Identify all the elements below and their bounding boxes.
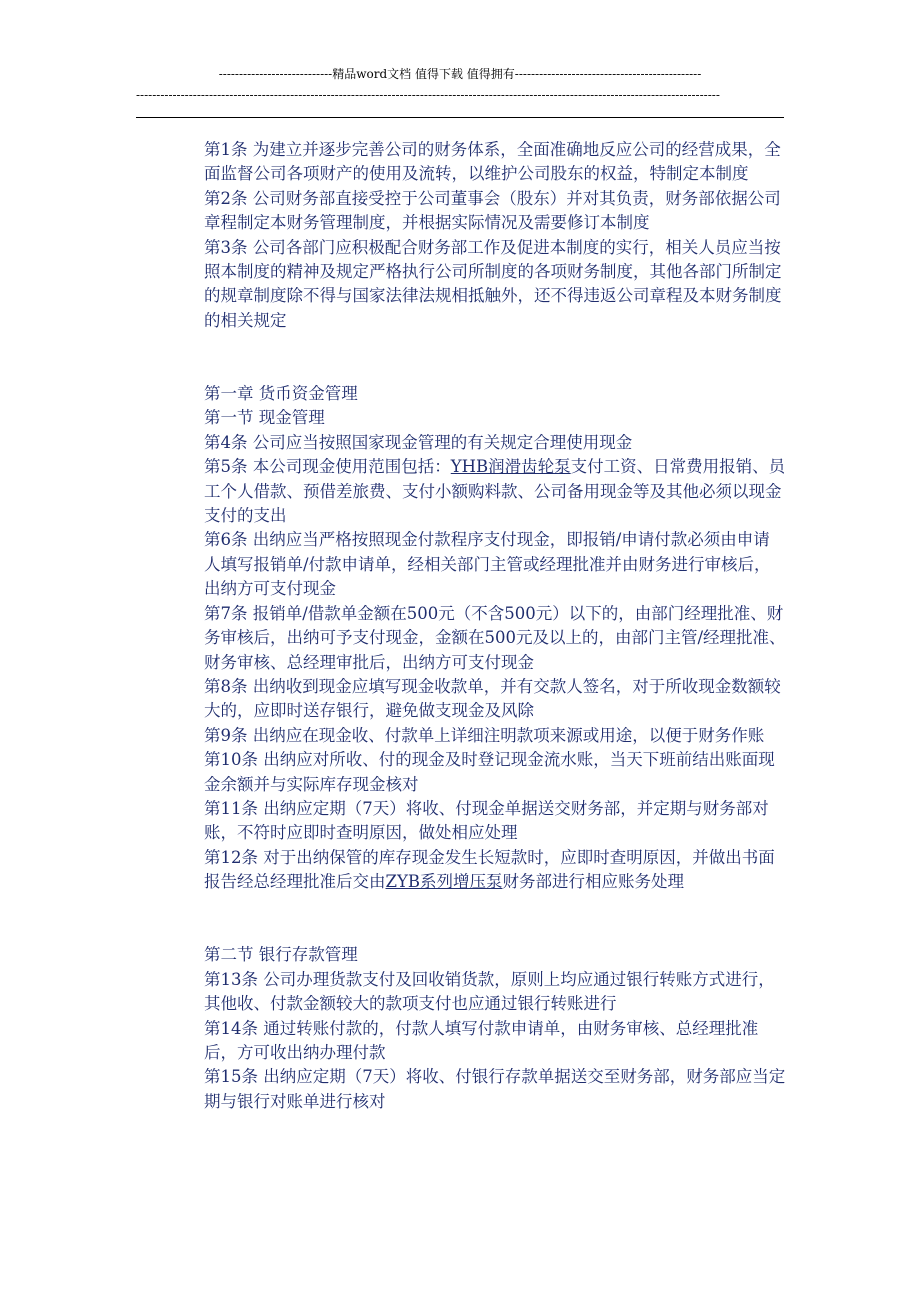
article-number: 第15条 (204, 1067, 258, 1087)
product-link[interactable]: YHB润滑齿轮泵 (450, 457, 571, 477)
document-body (204, 138, 786, 1114)
spacer (204, 895, 786, 944)
article-text: 本公司现金使用范围包括： (252, 457, 451, 477)
article-3 (204, 236, 786, 334)
header-dash-line: ------------------------------------------------------------------------------------------------------------------------------------------------ (136, 88, 720, 102)
article-number: 第3条 (204, 237, 248, 257)
article-number: 第7条 (204, 603, 248, 623)
product-link[interactable]: ZYB系列增压泵 (385, 872, 503, 892)
article-number: 第14条 (204, 1018, 258, 1038)
section-title: 第二节 银行存款管理 (204, 945, 358, 965)
article-15 (204, 1065, 786, 1114)
header-banner: ----------------------------精品word文档 值得下载 值得拥有---------------------------------------------- (218, 67, 702, 81)
article-number: 第2条 (204, 188, 248, 208)
article-text: 为建立并逐步完善公司的财务体系，全面准确地反应公司的经营成果，全面监督公司各项财产的使用及流转，以维护公司股东的权益，特制定本制度 (204, 140, 781, 184)
spacer (204, 333, 786, 382)
article-10 (204, 748, 786, 797)
article-11 (204, 797, 786, 846)
article-text: 报销单/借款单金额在500元（不含500元）以下的，由部门经理批准、财务审核后，出纳可予支付现金，金额在500元及以上的，由部门主管/经理批准、财务审核、总经理审批后，出纳方可支付现金 (204, 603, 786, 672)
article-number: 第12条 (204, 847, 258, 867)
article-12 (204, 846, 786, 895)
article-text-continued: 财务部进行相应账务处理 (502, 872, 684, 892)
article-text: 公司办理货款支付及回收销货款，原则上均应通过银行转账方式进行，其他收、付款金额较大的款项支付也应通过银行转账进行 (204, 969, 775, 1014)
chapter-title: 第一章 货币资金管理 (204, 384, 358, 404)
article-9 (204, 724, 786, 748)
article-7 (204, 602, 786, 675)
article-8 (204, 675, 786, 724)
article-text-continued: 支付工资、日常费用报销、员工个人借款、预借差旅费、支付小额购料款、公司备用现金等及其他必须以现金支付的支出 (204, 457, 786, 526)
header-rule (136, 117, 784, 118)
section-title: 第一节 现金管理 (204, 408, 325, 428)
article-text: 出纳应定期（7天）将收、付银行存款单据送交至财务部，财务部应当定期与银行对账单进行核对 (204, 1067, 786, 1111)
article-2 (204, 187, 786, 236)
article-text: 公司应当按照国家现金管理的有关规定合理使用现金 (252, 432, 633, 452)
article-text: 公司各部门应积极配合财务部工作及促进本制度的实行，相关人员应当按照本制度的精神及规定严格执行公司所制度的各项财务制度，其他各部门所制定的规章制度除不得与国家法律法规相抵触外，还不得违返公司章程及本财务制度的相关规定 (204, 237, 782, 330)
article-text: 对于出纳保管的库存现金发生长短款时，应即时查明原因，并做出书面报告经总经理批准后交由 (204, 847, 775, 892)
article-number: 第4条 (204, 432, 248, 452)
article-text: 出纳应定期（7天）将收、付现金单据送交财务部，并定期与财务部对账，不符时应即时查明原因，做处相应处理 (204, 798, 769, 843)
article-number: 第11条 (204, 798, 258, 818)
article-1 (204, 138, 786, 187)
article-number: 第10条 (204, 750, 258, 770)
article-4 (204, 431, 786, 455)
article-number: 第1条 (204, 140, 248, 159)
article-text: 出纳收到现金应填写现金收款单，并有交款人签名，对于所收现金数额较大的，应即时送存银行，避免做支现金及风除 (204, 676, 781, 721)
article-14 (204, 1017, 786, 1066)
article-5 (204, 455, 786, 528)
article-text: 出纳应对所收、付的现金及时登记现金流水账，当天下班前结出账面现金余额并与实际库存现金核对 (204, 750, 775, 794)
article-text: 公司财务部直接受控于公司董事会（股东）并对其负责，财务部依据公司章程制定本财务管理制度，并根据实际情况及需要修订本制度 (204, 188, 781, 233)
article-6 (204, 528, 786, 601)
article-13 (204, 968, 786, 1017)
article-number: 第8条 (204, 676, 248, 696)
article-number: 第9条 (204, 725, 248, 745)
article-number: 第6条 (204, 530, 248, 550)
article-text: 出纳应当严格按照现金付款程序支付现金，即报销/申请付款必须由申请人填写报销单/付款申请单，经相关部门主管或经理批准并由财务进行审核后，出纳方可支付现金 (204, 530, 771, 599)
article-number: 第5条 (204, 457, 248, 477)
article-text: 通过转账付款的，付款人填写付款申请单，由财务审核、总经理批准后，方可收出纳办理付款 (204, 1018, 759, 1062)
article-text: 出纳应在现金收、付款单上详细注明款项来源或用途，以便于财务作账 (252, 725, 765, 745)
article-number: 第13条 (204, 969, 258, 989)
